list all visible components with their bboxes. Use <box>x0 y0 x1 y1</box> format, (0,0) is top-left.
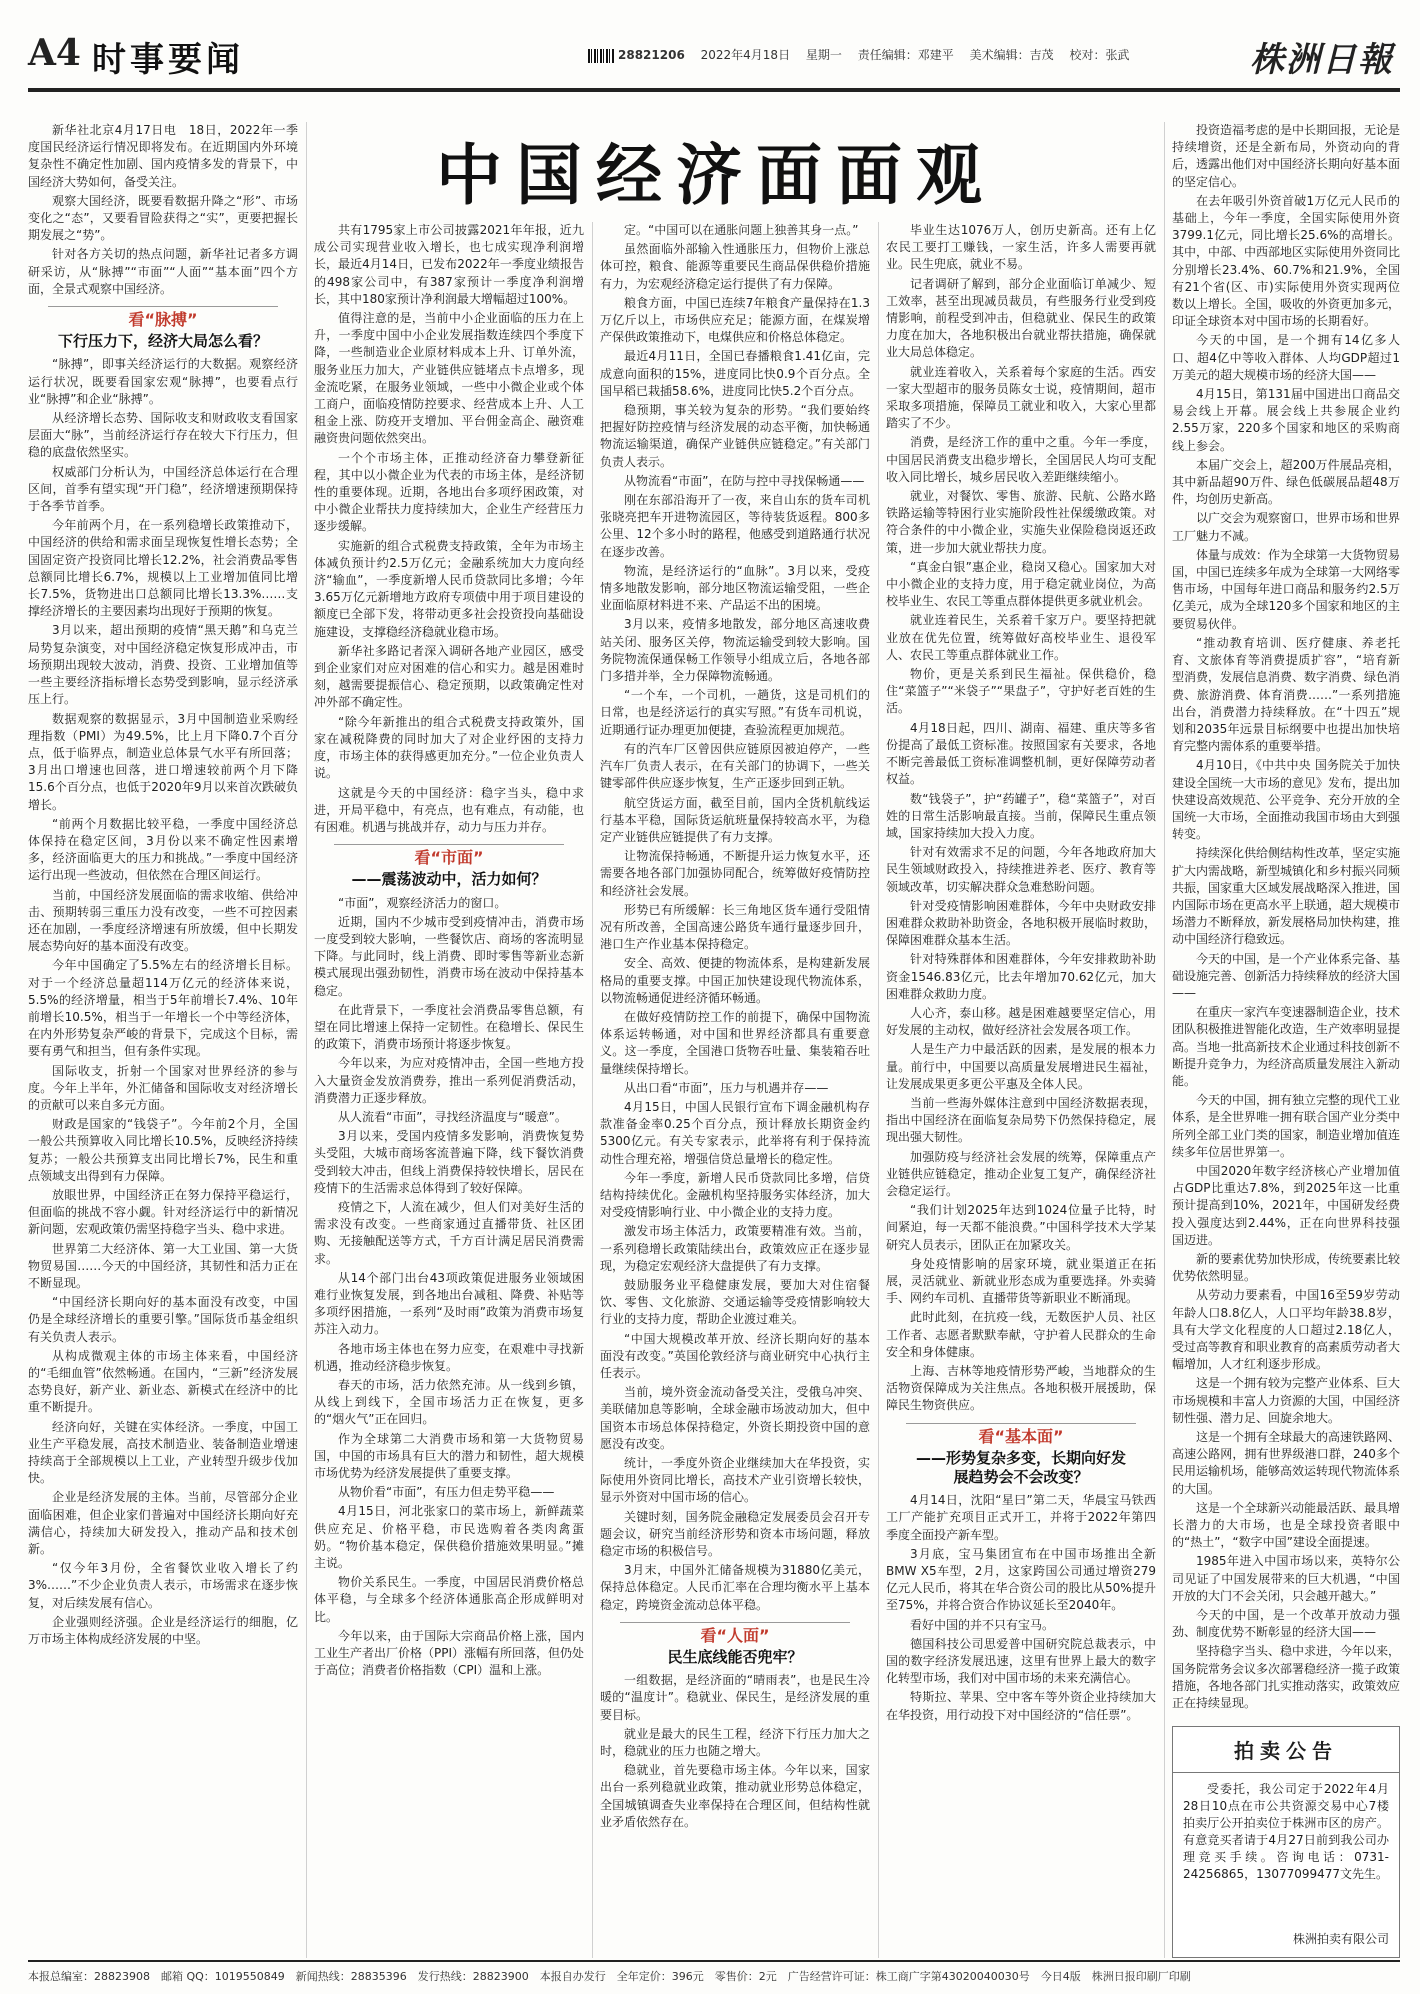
issue-date: 2022年4月18日 <box>700 48 791 62</box>
paragraph: 3月以来，受国内疫情多发影响，消费恢复势头受阻，大城市商场客流普遍下降，线下餐饮消费受到较大冲击，但线上消费保持较快增长，居民在疫情下的生活需求总体得到了较好保障。 <box>314 1129 584 1195</box>
paragraph: 企业是经济发展的主体。当前，尽管部分企业面临困难，但企业家们普遍对中国经济长期向好充满信心，持续加大研发投入，推动产品和技术创新。 <box>28 1490 298 1557</box>
paragraph: “推动教育培训、医疗健康、养老托育、文旅体育等消费提质扩容”，“培育新型消费，发展信息消费、数字消费、绿色消费、旅游消费、体育消费……”一系列措施出台，消费潜力持续释放。在“十四五”规划和2035年远景目标纲要中也提出加快培育完整内需体系的重要举措。 <box>1172 635 1400 754</box>
paragraph: 3月以来，疫情多地散发，部分地区高速收费站关闭、服务区关停，物流运输受到较大影响。国务院物流保通保畅工作领导小组成立后，各地各部门多措并举，全力保障物流畅通。 <box>600 617 870 684</box>
paragraph: 在此背景下，一季度社会消费品零售总额，有望在同比增速上保持一定韧性。在稳增长、保民生的政策下，消费市场预计将逐步恢复。 <box>314 1002 584 1052</box>
paragraph: 身处疫情影响的居家环境，就业渠道正在拓展，灵活就业、新就业形态成为重要选择。外卖骑手、网约车司机、直播带货等新职业不断涌现。 <box>886 1256 1156 1306</box>
paragraph: 激发市场主体活力，政策要精准有效。当前，一系列稳增长政策陆续出台，政策效应正在逐步显现，为稳定宏观经济大盘提供了有力支撑。 <box>600 1224 870 1273</box>
section-title: 时事要闻 <box>92 40 244 80</box>
paragraph: 今年以来，为应对疫情冲击，全国一些地方投入大量资金发放消费券，推出一系列促消费活动，消费潜力正逐步释放。 <box>314 1056 584 1105</box>
paragraph: “市面”，观察经济活力的窗口。 <box>338 895 507 910</box>
paragraph: 关键时刻，国务院金融稳定发展委员会召开专题会议，研究当前经济形势和资本市场问题，释放稳定市场的积极信号。 <box>600 1509 870 1559</box>
paragraph: 从出口看“市面”，压力与机遇并存—— <box>624 1080 829 1095</box>
auction-notice-body: 受委托，我公司定于2022年4月28日10点在市公共资源交易中心7楼拍卖厅公开拍卖位于株洲市区的房产。有意竞买者请于4月27日前到我公司办理竞买手续。咨询电话：0731-24256865，13077099477文先生。 <box>1183 1782 1389 1881</box>
paragraph: 加强防疫与经济社会发展的统筹，保障重点产业链供应链稳定，推动企业复工复产，确保经济社会稳定运行。 <box>886 1149 1156 1198</box>
paragraph: 稳就业，首先要稳市场主体。今年以来，国家出台一系列稳就业政策，推动就业形势总体稳定，全国城镇调查失业率保持在合理区间，但结构性就业矛盾依然存在。 <box>600 1763 870 1829</box>
divider <box>620 1622 850 1623</box>
paragraph: 数据观察的数据显示，3月中国制造业采购经理指数（PMI）为49.5%，比上月下降0.7个百分点，低于临界点，制造业总体景气水平有所回落；3月出口增速也回落，进口增速较前两个月下降15.6个百分点，也低于2020年9月以来首次跌破负增长。 <box>28 711 298 812</box>
newspaper-logo: 株洲日報 <box>1250 40 1394 80</box>
paragraph: 针对受疫情影响困难群体，今年中央财政安排困难群众救助补助资金，各地积极开展临时救助，保障困难群众基本生活。 <box>886 898 1156 948</box>
paragraph: 今年以来，由于国际大宗商品价格上涨，国内工业生产者出厂价格（PPI）涨幅有所回落，但仍处于高位；消费者价格指数（CPI）温和上涨。 <box>314 1628 584 1678</box>
subheading-keyword: 看“市面” <box>414 848 484 868</box>
paragraph: 从物流看“市面”，在防与控中寻找保畅通—— <box>624 473 865 488</box>
paragraph: 以广交会为观察窗口，世界市场和世界工厂魅力不减。 <box>1172 511 1400 543</box>
paragraph: “中国经济长期向好的基本面没有改变，中国仍是全球经济增长的重要引擎。”国际货币基金组织有关负责人表示。 <box>28 1295 298 1344</box>
paragraph: 鼓励服务业平稳健康发展，要加大对住宿餐饮、零售、文化旅游、交通运输等受疫情影响较大行业的支持力度，帮助企业渡过难关。 <box>600 1277 870 1327</box>
paragraph: 世界第二大经济体、第一大工业国、第一大货物贸易国……今天的中国经济，其韧性和活力正在不断显现。 <box>28 1241 298 1290</box>
subheading <box>600 1622 870 1666</box>
subheading <box>28 306 298 350</box>
page-footer: 本报总编室：28823908 邮箱 QQ：1019550849 新闻热线：28835396 发行热线：28823900 本报自办发行 全年定价：396元 零售价：2元 广告经营许可证：株工商广字第43020040030号 今日4版 株洲日报印刷厂印刷 <box>28 1960 1400 1984</box>
paragraph: 粮食方面，中国已连续7年粮食产量保持在1.3万亿斤以上，市场供应充足；能源方面，在煤炭增产保供政策推动下，电煤供应和价格总体稳定。 <box>600 295 870 345</box>
subheading-title: 民生底线能否兜牢？ <box>667 1648 803 1667</box>
paragraph: 今天的中国，是一个产业体系完备、基础设施完善、创新活力持续释放的经济大国—— <box>1172 951 1400 1000</box>
subheading-title: ——形势复杂多变，长期向好发 <box>915 1448 1126 1467</box>
paragraph: 针对有效需求不足的问题，今年各地政府加大民生领域财政投入，持续推进养老、医疗、教育等领域改革，切实解决群众急难愁盼问题。 <box>886 845 1156 894</box>
issue-meta <box>588 46 1141 63</box>
paragraph: 坚持稳字当头、稳中求进，今年以来，国务院常务会议多次部署稳经济一揽子政策措施，各地各部门扎实推动落实，政策效应正在持续显现。 <box>1172 1644 1400 1711</box>
paragraph: 一个个市场主体，正推动经济奋力攀登新征程，其中以小微企业为代表的市场主体，是经济韧性的重要体现。近期，各地出台多项纾困政策，对中小微企业帮扶力度持续加大，企业生产经营压力逐步缓解。 <box>314 450 584 534</box>
paragraph: 这是一个全球新兴动能最活跃、最具增长潜力的大市场，也是全球投资者眼中的“热土”，“数字中国”建设全面提速。 <box>1172 1500 1400 1550</box>
paragraph: 3月以来，超出预期的疫情“黑天鹅”和乌克兰局势复杂演变，对中国经济稳定恢复形成冲击，市场预期出现较大波动，消费、投资、工业增加值等一些主要经济指标增长态势受到影响，显示经济承压上行。 <box>28 623 298 707</box>
paragraph: 数“钱袋子”，护“药罐子”，稳“菜篮子”，对百姓的日常生活影响最直接。当前，保障民生重点领域，国家持续加大投入力度。 <box>886 791 1156 840</box>
auction-notice-title: 拍卖公告 <box>1173 1727 1399 1773</box>
paragraph: 有的汽车厂区曾因供应链原因被迫停产，一些汽车厂负责人表示，在有关部门的协调下，一些关键零部件供应逐步恢复，生产正逐步回到正轨。 <box>600 741 870 791</box>
paragraph: 实施新的组合式税费支持政策，全年为市场主体减负预计约2.5万亿元；金融系统加大力度向经济“输血”，一季度新增人民币贷款同比多增；今年3.65万亿元新增地方政府专项债中用于项目建设的额度已全部下发，将带动更多社会投资投向基础设施建设，支撑稳经济稳就业稳市场。 <box>314 538 584 639</box>
article-column-4 <box>886 222 1156 1958</box>
subheading-keyword: 看“人面” <box>700 1625 770 1645</box>
paragraph: “一个车，一个司机，一趟货，这是司机们的日常，也是经济运行的真实写照。”有货车司机说，近期通行证办理更加便捷，查验流程更加规范。 <box>600 688 870 737</box>
proof-credit: 校对：张武 <box>1069 48 1130 62</box>
paragraph: 当前，境外资金流动备受关注，受俄乌冲突、美联储加息等影响，全球金融市场波动加大，但中国资本市场总体保持稳定，外资长期投资中国的意愿没有改变。 <box>600 1385 870 1451</box>
paragraph: 新华社多路记者深入调研各地产业园区，感受到企业家们对应对困难的信心和实力。越是困难时刻，越需要提振信心、稳定预期，以政策确定性对冲外部不确定性。 <box>314 643 584 710</box>
paragraph: 4月15日，河北张家口的菜市场上，新鲜蔬菜供应充足、价格平稳，市民选购着各类肉禽蛋奶。“物价基本稳定，保供稳价措施效果明显。”摊主说。 <box>314 1504 584 1571</box>
paragraph: 当前，中国经济发展面临的需求收缩、供给冲击、预期转弱三重压力没有改变，一些不可控因素还在加剧，一季度经济增速有所放缓，但中长期发展态势向好的基本面没有改变。 <box>28 887 298 954</box>
paragraph: 最近4月11日，全国已春播粮食1.41亿亩，完成意向面积的15%，进度同比快0.9个百分点。全国早稻已栽插58.6%，进度同比快5.2个百分点。 <box>600 349 870 398</box>
paragraph: 从人流看“市面”，寻找经济温度与“暖意”。 <box>338 1109 567 1124</box>
paragraph: 就业连着收入，关系着每个家庭的生活。西安一家大型超市的服务员陈女士说，疫情期间，超市采取多项措施，保障员工就业和收入，大家心里都踏实了不少。 <box>886 364 1156 431</box>
paragraph: 4月15日，第131届中国进出口商品交易会线上开幕。展会线上共参展企业约2.55万家，220多个国家和地区的采购商线上参会。 <box>1172 387 1400 453</box>
paragraph: 从物价看“市面”，有压力但走势平稳—— <box>338 1485 555 1500</box>
article-column-1 <box>28 122 298 1958</box>
paragraph: 从构成微观主体的市场主体来看，中国经济的“毛细血管”依然畅通。在国内，“三新”经济发展态势良好，新产业、新业态、新模式在经济中的比重不断提升。 <box>28 1348 298 1415</box>
divider <box>48 306 278 307</box>
paragraph: 今天的中国，是一个改革开放动力强劲、制度优势不断彰显的经济大国—— <box>1172 1608 1400 1640</box>
paragraph: 上海、吉林等地疫情形势严峻，当地群众的生活物资保障成为关注焦点。各地积极开展援助，保障民生物资供应。 <box>886 1364 1156 1413</box>
paragraph: “我们计划2025年达到1024位量子比特，时间紧迫，每一天都不能浪费。”中国科学技术大学某研究人员表示，团队正在加紧攻关。 <box>886 1203 1156 1252</box>
barcode-icon <box>588 49 614 63</box>
paragraph: 4月15日，中国人民银行宣布下调金融机构存款准备金率0.25个百分点，预计释放长期资金约5300亿元。有关专家表示，此举将有利于保持流动性合理充裕，增强信贷总量增长的稳定性。 <box>600 1099 870 1166</box>
subheading <box>886 1423 1156 1487</box>
headline: 中国经济面面观 <box>436 136 996 214</box>
paragraph: 定。“中国可以在通胀问题上独善其身一点。” <box>624 223 859 237</box>
subheading-title: 下行压力下，经济大局怎么看？ <box>57 332 268 351</box>
paragraph: 体量与成效：作为全球第一大货物贸易国，中国已连续多年成为全球第一大网络零售市场，中国每年进口商品和服务约2.5万亿美元，成为全球120多个国家和地区的主要贸易伙伴。 <box>1172 547 1400 631</box>
page-number: A4 <box>28 32 81 74</box>
paragraph: 统计，一季度外资企业继续加大在华投资，实际使用外资同比增长，高技术产业引资增长较快，显示外资对中国市场的信心。 <box>600 1456 870 1505</box>
paragraph: 作为全球第二大消费市场和第一大货物贸易国，中国的市场具有巨大的潜力和韧性，超大规模市场优势为经济发展提供了重要支撑。 <box>314 1431 584 1481</box>
paragraph: 经济向好，关键在实体经济。一季度，中国工业生产平稳发展，高技术制造业、装备制造业增速持续高于全部规模以上工业，产业转型升级步伐加快。 <box>28 1419 298 1486</box>
paragraph: 就业连着民生，关系着千家万户。要坚持把就业放在优先位置，统筹做好高校毕业生、退役军人、农民工等重点群体就业工作。 <box>886 613 1156 662</box>
paragraph: 一组数据，是经济面的“晴雨表”，也是民生冷暖的“温度计”。稳就业、保民生，是经济发展的重要目标。 <box>600 1673 870 1722</box>
article-column-5 <box>1172 122 1400 1712</box>
paragraph: 消费，是经济工作的重中之重。今年一季度，中国居民消费支出稳步增长，全国居民人均可支配收入同比增长，城乡居民收入差距继续缩小。 <box>886 435 1156 484</box>
paragraph: 让物流保持畅通，不断提升运力恢复水平，还需要各地各部门加强协同配合，统筹做好疫情防控和经济社会发展。 <box>600 849 870 898</box>
paragraph: 物价，更是关系到民生福祉。保供稳价，稳住“菜篮子”“米袋子”“果盘子”，守护好老百姓的生活。 <box>886 667 1156 716</box>
column-divider <box>592 222 593 1958</box>
paragraph: “前两个月数据比较平稳，一季度中国经济总体保持在稳定区间，3月份以来不确定性因素增多，经济面临更大的压力和挑战。”一季度中国经济运行出现一些波动，但依然在合理区间运行。 <box>28 816 298 883</box>
paragraph: 疫情之下，人流在减少，但人们对美好生活的需求没有改变。一些商家通过直播带货、社区团购、无接触配送等方式，千方百计满足居民消费需求。 <box>314 1199 584 1266</box>
issue-weekday: 星期一 <box>805 48 842 62</box>
paragraph: 从劳动力要素看，中国16至59岁劳动年龄人口8.8亿人，人口平均年龄38.8岁，具有大学文化程度的人口超过2.18亿人，受过高等教育和职业教育的高素质劳动者大幅增加，人才红利逐步形成。 <box>1172 1288 1400 1372</box>
paragraph: 4月10日，《中共中央 国务院关于加快建设全国统一大市场的意见》发布，提出加快建设高效规范、公平竞争、充分开放的全国统一大市场，全面推动我国市场由大到强转变。 <box>1172 758 1400 842</box>
paragraph: 物价关系民生。一季度，中国居民消费价格总体平稳，与全球多个经济体通胀高企形成鲜明对比。 <box>314 1575 584 1624</box>
paragraph: 就业是最大的民生工程，经济下行压力加大之时，稳就业的压力也随之增大。 <box>600 1726 870 1759</box>
paragraph: 新的要素优势加快形成，传统要素比较优势依然明显。 <box>1172 1252 1400 1284</box>
subheading-keyword: 看“脉搏” <box>128 310 198 330</box>
paragraph: 当前一些海外媒体注意到中国经济数据表现，指出中国经济在面临复杂局势下仍然保持稳定，展现出强大韧性。 <box>886 1095 1156 1145</box>
auction-notice-signature: 株洲拍卖有限公司 <box>1292 1932 1389 1946</box>
paragraph: 在去年吸引外资首破1万亿元人民币的基础上，今年一季度，全国实际使用外资3799.1亿元，同比增长25.6%的高增长。其中，中部、中西部地区实际使用外资同比分别增长23.4%、60.7%和21.9%，全国有21个省(区、市)实际使用外资实现两位数以上增长。全国，吸收的外资更加多元，印证全球资本对中国市场的长期看好。 <box>1172 193 1400 329</box>
subheading-keyword: 看“基本面” <box>978 1426 1064 1446</box>
paragraph: 本届广交会上，超200万件展品亮相，其中新品超90万件、绿色低碳展品超48万件，均创历史新高。 <box>1172 457 1400 507</box>
paragraph: 企业强则经济强。企业是经济运行的细胞，亿万市场主体构成经济发展的中坚。 <box>28 1614 298 1647</box>
paragraph: 共有1795家上市公司披露2021年年报，近九成公司实现营业收入增长，也七成实现净利润增长，最近4月14日，已发布2022年一季度业绩报告的498家公司中，有387家预计一季度净利润增长，其中180家预计净利润最大增幅超过100%。 <box>314 223 584 306</box>
paragraph: 放眼世界，中国经济正在努力保持平稳运行，但面临的挑战不容小觑。针对经济运行中的新情况新问题，宏观政策仍需坚持稳字当头、稳中求进。 <box>28 1187 298 1237</box>
paragraph: 刚在东部沿海开了一夜，来自山东的货车司机张晓亮把车开进物流园区，等待装货返程。800多公里、12个多小时的路程，他感受到道路通行状况在逐步改善。 <box>600 493 870 559</box>
divider <box>906 1423 1136 1424</box>
editor-credit: 责任编辑：邓建平 <box>857 48 954 62</box>
paragraph: 航空货运方面，截至目前，国内全货机航线运行基本平稳，国际货运航班量保持较高水平，为稳定产业链供应链提供了有力支撑。 <box>600 795 870 844</box>
paragraph: 1985年进入中国市场以来，英特尔公司见证了中国发展带来的巨大机遇，“中国开放的大门不会关闭，只会越开越大。” <box>1172 1554 1400 1603</box>
paragraph: “中国大规模改革开放、经济长期向好的基本面没有改变。”英国伦敦经济与商业研究中心执行主任表示。 <box>600 1331 870 1380</box>
paragraph: 今年前两个月，在一系列稳增长政策推动下，中国经济的供给和需求面呈现恢复性增长态势；全国固定资产投资同比增长12.2%，社会消费品零售总额同比增长6.7%，规模以上工业增加值同比增长7.5%，货物进出口总额同比增长13.3%……支撑经济增长的主要因素均出现好于预期的恢复。 <box>28 518 298 619</box>
article-column-2 <box>314 222 584 1958</box>
divider <box>334 844 564 845</box>
paragraph: “仅今年3月份，全省餐饮业收入增长了约3%……”不少企业负责人表示，市场需求在逐步恢复，对后续发展有信心。 <box>28 1561 298 1610</box>
paragraph: 3月底，宝马集团宣布在中国市场推出全新BMW X5车型，2月，这家跨国公司通过增资279亿元人民币，将其在华合资公司的股比从50%提升至75%，并将合资合作协议延长至2040年。 <box>886 1546 1156 1613</box>
paragraph: 德国科技公司思爱普中国研究院总裁表示，中国的数字经济发展迅速，这里有世界上最大的数字化转型市场，我们对中国市场的未来充满信心。 <box>886 1636 1156 1686</box>
paragraph: 投资造福考虑的是中长期回报，无论是持续增资，还是全新布局，外资动向的背后，透露出他们对中国经济长期向好基本面的坚定信心。 <box>1172 123 1400 189</box>
paragraph: 这就是今天的中国经济：稳字当头，稳中求进，开局平稳中，有亮点，也有难点，有动能，也有困难。机遇与挑战并存，动力与压力并存。 <box>314 785 584 834</box>
subheading-title: ——震荡波动中，活力如何？ <box>351 870 547 889</box>
paragraph: 安全、高效、便捷的物流体系，是构建新发展格局的重要支撑。中国正加快建设现代物流体系，以物流畅通促进经济循环畅通。 <box>600 956 870 1005</box>
paragraph: 权威部门分析认为，中国经济总体运行在合理区间，首季有望实现“开门稳”，经济增速预期保持于各季节首季。 <box>28 464 298 514</box>
paragraph: 这是一个拥有全球最大的高速铁路网、高速公路网，拥有世界级港口群，240多个民用运输机场，能够高效运转现代物流体系的大国。 <box>1172 1430 1400 1496</box>
paragraph: 人是生产力中最活跃的因素，是发展的根本力量。前行中，中国要以高质量发展增进民生福祉，让发展成果更多更公平惠及全体人民。 <box>886 1042 1156 1091</box>
paragraph: 针对各方关切的热点问题，新华社记者多方调研采访，从“脉搏”“市面”“人面”“基本面”四个方面，全景式观察中国经济。 <box>28 247 298 296</box>
column-divider <box>1164 122 1165 1958</box>
paragraph: 在重庆一家汽车变速器制造企业，技术团队积极推进智能化改造，生产效率明显提高。当地一批高新技术企业通过科技创新不断提升竞争力，为经济高质量发展注入新动能。 <box>1172 1005 1400 1088</box>
paragraph: 财政是国家的“钱袋子”。今年前2个月，全国一般公共预算收入同比增长10.5%，反映经济持续复苏；一般公共预算支出同比增长7%，民生和重点领域支出得到有力保障。 <box>28 1117 298 1183</box>
paragraph: “真金白银”惠企业，稳岗又稳心。国家加大对中小微企业的支持力度，用于稳定就业岗位，为高校毕业生、农民工等重点群体提供更多就业机会。 <box>886 559 1156 609</box>
paragraph: 观察大国经济，既要看数据升降之“形”、市场变化之“态”，又要看冒险获得之“实”，更要把握长期发展之“势”。 <box>28 193 298 243</box>
paragraph: 记者调研了解到，部分企业面临订单减少、短工效率，甚至出现减员裁员，有些服务行业受到疫情影响，前程受到冲击，但稳就业、保民生的政策力度在加大，各地积极出台就业帮扶措施，确保就业大局总体稳定。 <box>886 276 1156 360</box>
paragraph: 今年一季度，新增人民币贷款同比多增，信贷结构持续优化。金融机构坚持服务实体经济，加大对受疫情影响行业、中小微企业的支持力度。 <box>600 1170 870 1220</box>
paragraph: 看好中国的并不只有宝马。 <box>910 1617 1055 1632</box>
auction-notice <box>1172 1726 1400 1958</box>
subheading <box>314 844 584 888</box>
paragraph: 各地市场主体也在努力应变，在艰难中寻找新机遇，推动经济稳步恢复。 <box>314 1341 584 1373</box>
paragraph: 持续深化供给侧结构性改革，坚定实施扩大内需战略，新型城镇化和乡村振兴同频共振，国家重大区域发展战略深入推进，国内国际市场在更高水平上联通，超大规模市场潜力不断释放，新发展格局加快构建，推动中国经济行稳致远。 <box>1172 846 1400 947</box>
column-divider <box>878 222 879 1958</box>
paragraph: 稳预期，事关较为复杂的形势。“我们要始终把握好防控疫情与经济发展的动态平衡，加快畅通物流运输渠道，确保产业链供应链稳定。”有关部门负责人表示。 <box>600 403 870 469</box>
paragraph: 这是一个拥有较为完整产业体系、巨大市场规模和丰富人力资源的大国，中国经济韧性强、潜力足、回旋余地大。 <box>1172 1376 1400 1425</box>
paragraph: 人心齐，泰山移。越是困难越要坚定信心，用好发展的主动权，做好经济社会发展各项工作。 <box>886 1005 1156 1038</box>
newspaper-page <box>28 26 1400 1983</box>
paragraph: 此时此刻，在抗疫一线，无数医护人员、社区工作者、志愿者默默奉献，守护着人民群众的生命安全和身体健康。 <box>886 1310 1156 1359</box>
paragraph: 近期，国内不少城市受到疫情冲击，消费市场一度受到较大影响，一些餐饮店、商场的客流明显下降。与此同时，线上消费、即时零售等新业态新模式展现出强劲韧性，消费市场在波动中保持基本稳定。 <box>314 914 584 998</box>
paragraph: 今天的中国，拥有独立完整的现代工业体系，是全世界唯一拥有联合国产业分类中所列全部工业门类的国家，制造业增加值连续多年位居世界第一。 <box>1172 1093 1400 1159</box>
paragraph: 今年中国确定了5.5%左右的经济增长目标。对于一个经济总量超114万亿元的经济体来说，5.5%的经济增量，相当于5年前增长7.4%、10年前增长10.5%，相当于一年增长一个中等经济体，在内外形势复杂严峻的背景下，完成这个目标，需要有勇气和担当，但有条件实现。 <box>28 958 298 1059</box>
paragraph: 形势已有所缓解：长三角地区货车通行受阻情况有所改善，全国高速公路货车通行量逐步回升，港口生产作业基本保持稳定。 <box>600 902 870 952</box>
paragraph: 针对特殊群体和困难群体，今年安排救助补助资金1546.83亿元，比去年增加70.62亿元，加大困难群众救助力度。 <box>886 952 1156 1001</box>
paragraph: 4月14日，沈阳“星曰”第二天，华晨宝马铁西工厂产能扩充项目正式开工，并将于2022年第四季度全面投产新车型。 <box>886 1493 1156 1542</box>
issue-number: 28821206 <box>618 48 685 62</box>
paragraph: “除今年新推出的组合式税费支持政策外，国家在减税降费的同时加大了对企业纾困的支持力度，市场主体的获得感更加充分。”一位企业负责人说。 <box>314 714 584 781</box>
paragraph: “脉搏”，即事关经济运行的大数据。观察经济运行状况，既要看国家宏观“脉搏”，也要看点行业“脉搏”和企业“脉搏”。 <box>28 357 298 406</box>
subheading-title-continued: 展趋势会不会改变？ <box>953 1468 1089 1487</box>
paragraph: 毕业生达1076万人，创历史新高。还有上亿农民工要打工赚钱，一家生活，许多人需要再就业。民生兜底，就业不易。 <box>886 223 1156 272</box>
paragraph: 中国2020年数字经济核心产业增加值占GDP比重达7.8%，到2025年这一比重预计提高到10%，2021年，中国研发经费投入强度达到2.44%，正在向世界科技强国迈进。 <box>1172 1163 1400 1247</box>
paragraph: 4月18日起，四川、湖南、福建、重庆等多省份提高了最低工资标准。按照国家有关要求，各地不断完善最低工资标准调整机制，更好保障劳动者权益。 <box>886 720 1156 787</box>
paragraph: 特斯拉、苹果、空中客车等外资企业持续加大在华投资，用行动投下对中国经济的“信任票”。 <box>886 1690 1156 1722</box>
paragraph: 就业，对餐饮、零售、旅游、民航、公路水路铁路运输等特困行业实施阶段性社保缓缴政策。对符合条件的中小微企业，实施失业保险稳岗返还政策，进一步加大就业帮扶力度。 <box>886 489 1156 555</box>
paragraph: 值得注意的是，当前中小企业面临的压力在上升，一季度中国中小企业发展指数连续四个季度下降，一些制造业企业原材料成本上升、订单外流，服务业压力加大，产业链供应链堵点卡点增多，现金流吃紧，在服务业领域，一些中小微企业或个体工商户，面临疫情防控要求、经营成本上升、人工租金上涨、防疫开支增加、平台佣金高企、融资难融资贵问题依然突出。 <box>314 311 584 446</box>
paragraph: 从经济增长态势、国际收支和财政收支看国家层面大“脉”，当前经济运行存在较大下行压力，但稳的底盘依然坚实。 <box>28 411 298 460</box>
paragraph: 春天的市场，活力依然充沛。从一线到乡镇，从线上到线下，全国市场活力正在恢复，更多的“烟火气”正在回归。 <box>314 1378 584 1427</box>
column-divider <box>306 122 307 1958</box>
paragraph: 3月末，中国外汇储备规模为31880亿美元，保持总体稳定。人民币汇率在合理均衡水平上基本稳定，跨境资金流动总体平稳。 <box>600 1563 870 1612</box>
paragraph: 在做好疫情防控工作的前提下，确保中国物流体系运转畅通，对中国和世界经济都具有重要意义。这一季度，全国港口货物吞吐量、集装箱吞吐量继续保持增长。 <box>600 1009 870 1076</box>
art-credit: 美术编辑：吉茂 <box>969 48 1054 62</box>
paragraph: 新华社北京4月17日电 18日，2022年一季度国民经济运行情况即将发布。在近期国内外环境复杂性不确定性加剧、国内疫情多发的背景下，中国经济大势如何，备受关注。 <box>28 123 298 189</box>
paragraph: 从14个部门出台43项政策促进服务业领域困难行业恢复发展，到各地出台减租、降费、补贴等多项纾困措施，一系列“及时雨”政策为消费市场复苏注入动力。 <box>314 1270 584 1337</box>
paragraph: 国际收支，折射一个国家对世界经济的参与度。今年上半年，外汇储备和国际收支对经济增长的贡献可以来自多元方面。 <box>28 1063 298 1112</box>
paragraph: 物流，是经济运行的“血脉”。3月以来，受疫情多地散发影响，部分地区物流运输受阻，一些企业面临原材料进不来、产品运不出的困境。 <box>600 563 870 613</box>
page-header <box>28 26 1400 92</box>
article-column-3 <box>600 222 870 1958</box>
paragraph: 虽然面临外部输入性通胀压力，但物价上涨总体可控，粮食、能源等重要民生商品保供稳价措施有力，为宏观经济稳定运行提供了有力保障。 <box>600 242 870 291</box>
paragraph: 今天的中国，是一个拥有14亿多人口、超4亿中等收入群体、人均GDP超过1万美元的超大规模市场的经济大国—— <box>1172 333 1400 382</box>
